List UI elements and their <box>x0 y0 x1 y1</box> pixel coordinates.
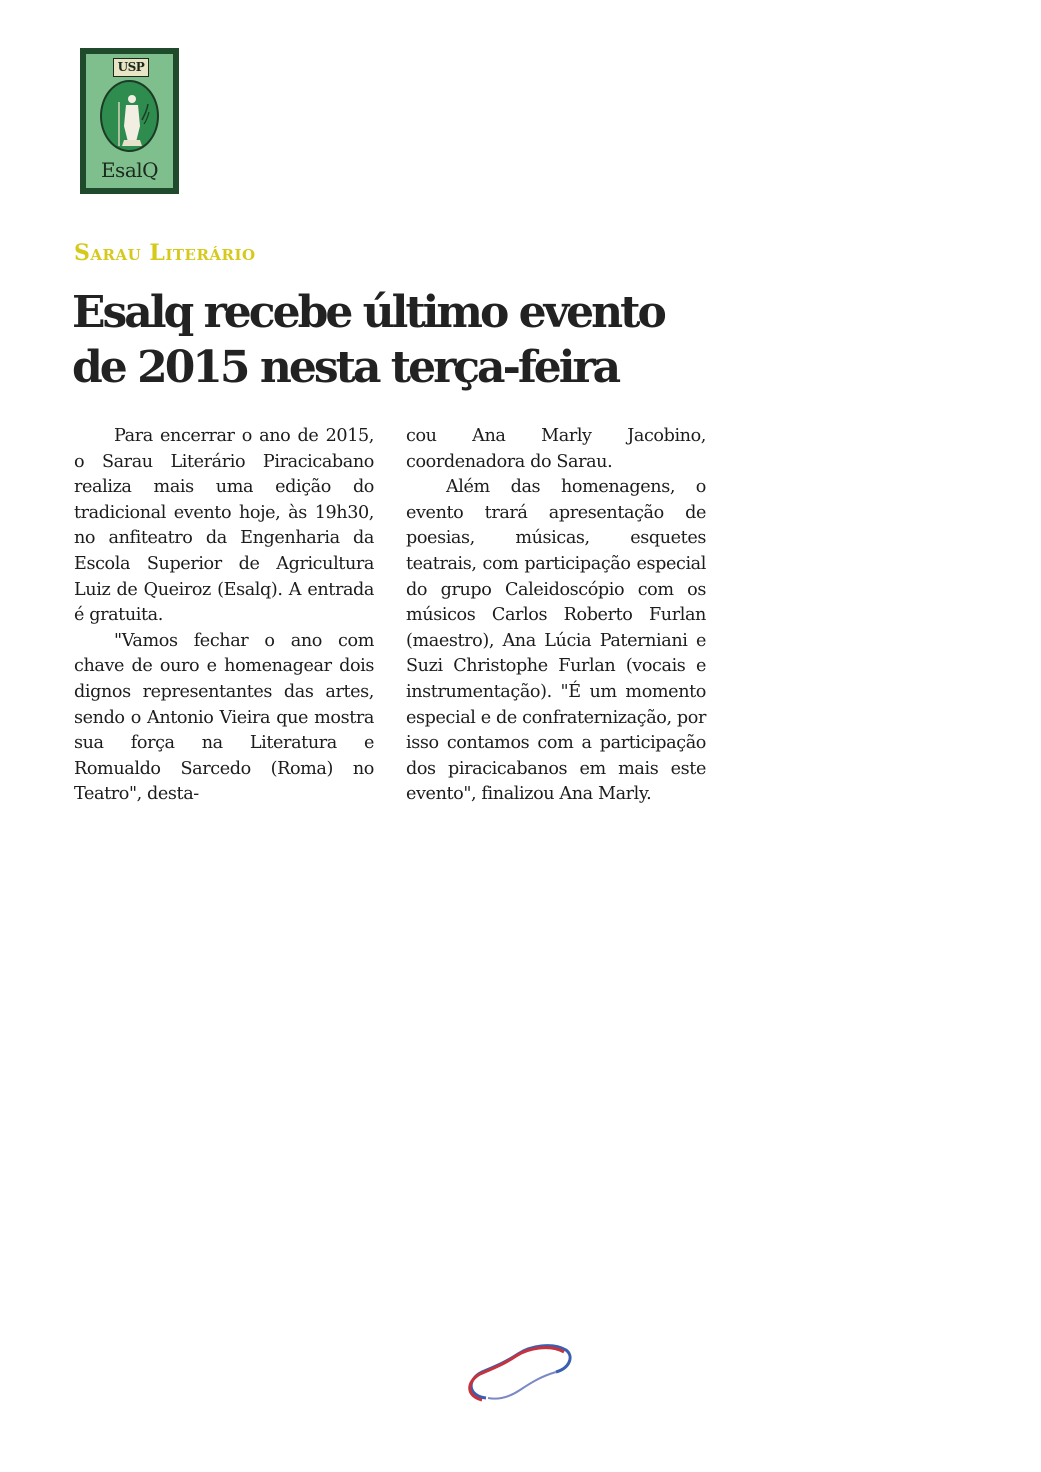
article-column-right <box>406 424 706 808</box>
logo-emblem-oval <box>100 80 159 152</box>
logo-usp-label: USP <box>113 58 149 77</box>
footer-swoosh-logo <box>462 1340 574 1408</box>
paragraph: cou Ana Marly Jacobino, coordenadora do Sarau. <box>406 426 706 472</box>
paragraph: "Vamos fechar o ano com chave de ouro e homenagear dois dignos representantes das artes, sendo o Antonio Vieira que mostra sua força na Literatura e Romualdo Sarcedo (Roma) no Teatro", desta- <box>74 630 374 805</box>
paragraph: Além das homenagens, o evento trará apresentação de poesias, músicas, esquetes teatrais, com participação especial do grupo Caleidoscópio com os músicos Carlos Roberto Furlan (maestro), Ana Lúcia Paterniani e Suzi Christophe Furlan (vocais e instrumentação). "É um momento especial e de confraternização, por isso contamos com a participação dos piracicabanos em mais este evento", finalizou Ana Marly. <box>406 477 706 805</box>
logo-esalq-label: EsalQ <box>100 158 159 182</box>
ceres-figure-icon <box>114 90 150 148</box>
esalq-logo <box>80 48 179 194</box>
logo-panel <box>86 54 173 188</box>
paragraph: Para encerrar o ano de 2015, o Sarau Literário Piracicabano realiza mais uma edição do tradicional evento hoje, às 19h30, no anfiteatro da Engenharia da Escola Superior de Agricultura Luiz de Queiroz (Esalq). A entrada é gratuita. <box>74 426 374 626</box>
article-headline: Esalq recebe último evento de 2015 nesta terça-feira <box>72 287 664 393</box>
article-kicker: Sarau Literário <box>74 240 256 266</box>
article-column-left <box>74 424 374 808</box>
